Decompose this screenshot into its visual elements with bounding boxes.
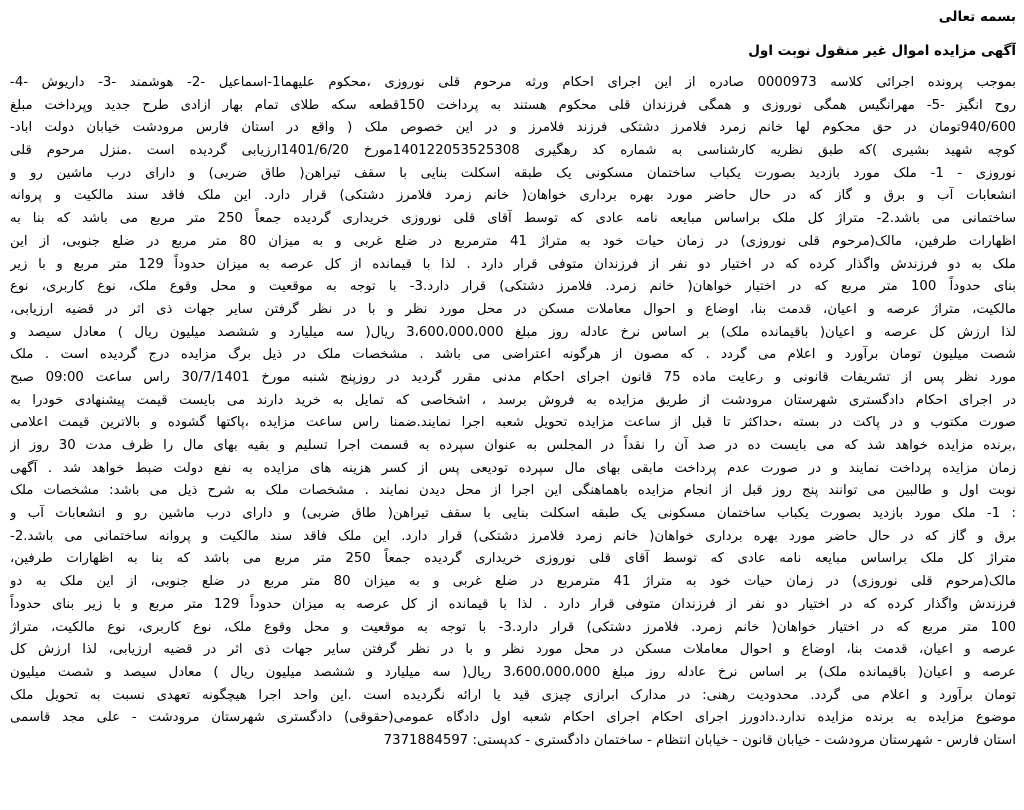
body-line: موضوع مزایده به برنده مزایده ندارد.دادورز اجرای احکام اجرای احکام شعبه اول دادگاه عمومی(حقوقی) دادگستری شهرستان مرودشت - علی مجد قاسمی xyxy=(10,710,1016,726)
body-line: فرزندش واگذار کرده که در اختیار دو نفر از فرزندان متوفی قرار دارد . لذا با قیمانده از کل عرصه به میزان حدوداً 129 متر مربع و با زیر بنای حدوداً xyxy=(10,596,1016,612)
address-line: استان فارس - شهرستان مرودشت - خیابان قانون - خیابان انتظام - ساختمان دادگستری - کدپستی: 7371884597 xyxy=(383,732,1016,748)
body-line: بنای حدوداً 100 متر مربع که در اختیار خواهان( خانم زمرد. فلامرز دشتکی) قرار دارد.3- با توجه به موقعیت و محل وقوع ملک، نوع کاربری، نوع xyxy=(10,279,1016,295)
body-line: 100 متر مربع که در اختیار خواهان( خانم زمرد. فلامرز دشتکی) قرار دارد.3- با توجه به موقعیت و محل وقوع ملک، نوع کاربری، نوع مالکیت، متراژ xyxy=(10,619,1016,635)
body-line: شصت میلیون تومان برآورد و اعلام می گردد . که مصون از هرگونه اعتراضی می باشد . مشخصات ملک در ذیل برگ مزایده درج گردیده است . ملک xyxy=(10,347,1016,363)
body-line: بموجب پرونده اجرائی کلاسه 0000973 صادره از این اجرای احکام ورثه مرحوم قلی نوروزی ،محکوم علیهما1-اسماعیل -2- هوشمند -3- داریوش -4- xyxy=(10,75,1016,90)
body-line: تومان برآورد و اعلام می گردد. محدودیت رهنی: در مدارک ابرازی چیزی قید یا ارائه نگردیده است .این واحد اجرا هیچگونه تعهدی نسبت به تحویل ملک xyxy=(10,687,1016,703)
body-line: انشعابات آب و برق و گاز که در حال حاضر مورد بهره برداری خواهان( خانم زمرد فلامرز دشتکی) قرار دارد. این ملک فاقد سند مالکیت و پروانه xyxy=(10,188,1016,204)
body-line: برق و گاز که در حال حاضر مورد بهره برداری خواهان( خانم زمرد فلامرز دشتکی) قرار دارد. این ملک فاقد سند مالکیت و پروانه ساختمانی می باشد.2- xyxy=(10,528,1016,544)
body-line: ,برنده مزایده خواهد شد که می بایست ده در صد آن را نقداً در المجلس به عنوان سپرده به قسمت اجرا تسلیم و بقیه بهای مال را ظرف مدت 30 روز از xyxy=(10,438,1016,453)
body-line: عرصه و اعیان( باقیمانده ملک) بر اساس نرخ عادله روز مبلغ 3،600،000،000 ریال( سه میلیارد و ششصد میلیون ریال ) معادل سیصد و شصت میلیون xyxy=(10,664,1016,680)
body-line: کوچه شهید بشیری )که طبق نظریه کارشناسی به شماره کد رهگیری 140122053525308مورخ 1401/6/20ارزیابی گردیده است .منزل مرحوم قلی xyxy=(10,143,1016,159)
body-line: لذا ارزش کل عرصه و اعیان( باقیمانده ملک) بر اساس نرخ عادله روز مبلغ 3،600،000،000 ریال( سه میلیارد و ششصد میلیون ریال ) معادل سیصد و xyxy=(10,324,1016,340)
body-line: اظهارات طرفین، مالک(مرحوم قلی نوروزی) در زمان حیات خود به متراژ 41 مترمربع در ضلع غربی و به میزان 80 متر مربع در ضلع جنوبی، از این xyxy=(10,233,1016,249)
body-line: ملک به دو فرزندش واگذار کرده که در اختیار دو نفر از فرزندان متوفی قرار دارد . لذا با قیمانده از کل عرصه به میزان حدوداً 129 متر مربع و با زیر xyxy=(10,256,1016,272)
body-line: عرصه و اعیان، قدمت بنا، اوضاع و احوال معاملات مسکن در محل مورد نظر و با در نظر گرفتن سایر جهات ذی اثر در قضیه ارزیابی، لذا ارزش کل xyxy=(10,642,1016,658)
body-line: نوبت اول و طالبین می توانند پنج روز قبل از انجام مزایده باهماهنگی این اجرا از محل دیدن نمایند . مشخصات ملک به شرح ذیل می باشد: مشخصات ملک xyxy=(10,483,1016,499)
body-line: : 1- ملک مورد بازدید بصورت یکباب ساختمان مسکونی یک طبقه اسکلت بنایی با سقف تیراهن( طاق ضربی) و دارای درب ماشین رو و انشعابات آب و xyxy=(10,506,1016,522)
body-line: 940/600تومان در حق محکوم لها خانم زمرد فلامرز دشتکی فرزند فلامرز و در این خصوص ملک ( واقع در استان فارس مرودشت خیابان دولت اباد- xyxy=(10,120,1016,136)
notice-body xyxy=(10,72,1016,753)
body-line: روح انگیز -5- مهرانگیس همگی نوروزی و همگی فرزندان قلی محکوم هستند به پرداخت 150قطعه سکه طلای تمام بهار ازادی طرح جدید وپرداخت مبلغ xyxy=(10,97,1016,113)
basmala-heading: بسمه تعالی xyxy=(938,9,1016,25)
body-line: نوروزی - 1- ملک مورد بازدید بصورت یکباب ساختمان مسکونی یک طبقه اسکلت بنایی با سقف تیراهن( طاق ضربی) و دارای درب ماشین رو و xyxy=(10,165,1016,181)
body-line: در اجرای احکام دادگستری شهرستان مرودشت از طریق مزایده به فروش برسد ، اشخاصی که تمایل به خرید دارند می بایست قیمت پیشنهادی خودرا به xyxy=(10,392,1016,408)
body-line: ساختمانی می باشد.2- متراژ کل ملک براساس مبایعه نامه عادی که توسط آقای قلی نوروزی خریداری گردیده جمعاً 250 متر مربع می باشد که بنا به xyxy=(10,211,1016,227)
body-line: متراژ کل ملک براساس مبایعه نامه عادی که توسط آقای قلی نوروزی خریداری گردیده جمعاً 250 متر مربع می باشد که بنا به اظهارات طرفین، xyxy=(10,551,1016,567)
body-line: صورت مکتوب و در پاکت در بسته ،حداکثر تا قبل از ساعت مزایده تحویل شعبه اجرا نمایند.ضمنا راس ساعت مزایده ،پاکتها گشوده و بالاترین قیمت اعلامی xyxy=(10,415,1016,431)
body-line: مالک(مرحوم قلی نوروزی) در زمان حیات خود به متراژ 41 مترمربع در ضلع غربی و به میزان 80 متر مربع در ضلع جنوبی، از این ملک به دو xyxy=(10,574,1016,590)
body-line: زمان مزایده پرداخت نمایند و در صورت عدم پرداخت مابقی بهای مال سپرده تودیعی پس از کسر هزینه های مزایده به نفع دولت ضبط خواهد شد . آگهی xyxy=(10,460,1016,476)
body-line: مالکیت، متراژ عرصه و اعیان، قدمت بنا، اوضاع و احوال معاملات مسکن در محل مورد نظر و با در نظر گرفتن سایر جهات ذی اثر در قضیه ارزیابی، xyxy=(10,301,1016,317)
notice-title: آگهی مزایده اموال غیر منقول نوبت اول xyxy=(748,43,1016,59)
body-line: مورد نظر پس از تشریفات قانونی و رعایت ماده 75 قانون اجرای احکام مدنی مقرر گردید در روزپنج شنبه مورخ 30/7/1401 راس ساعت 09:00 صبح xyxy=(10,369,1016,385)
